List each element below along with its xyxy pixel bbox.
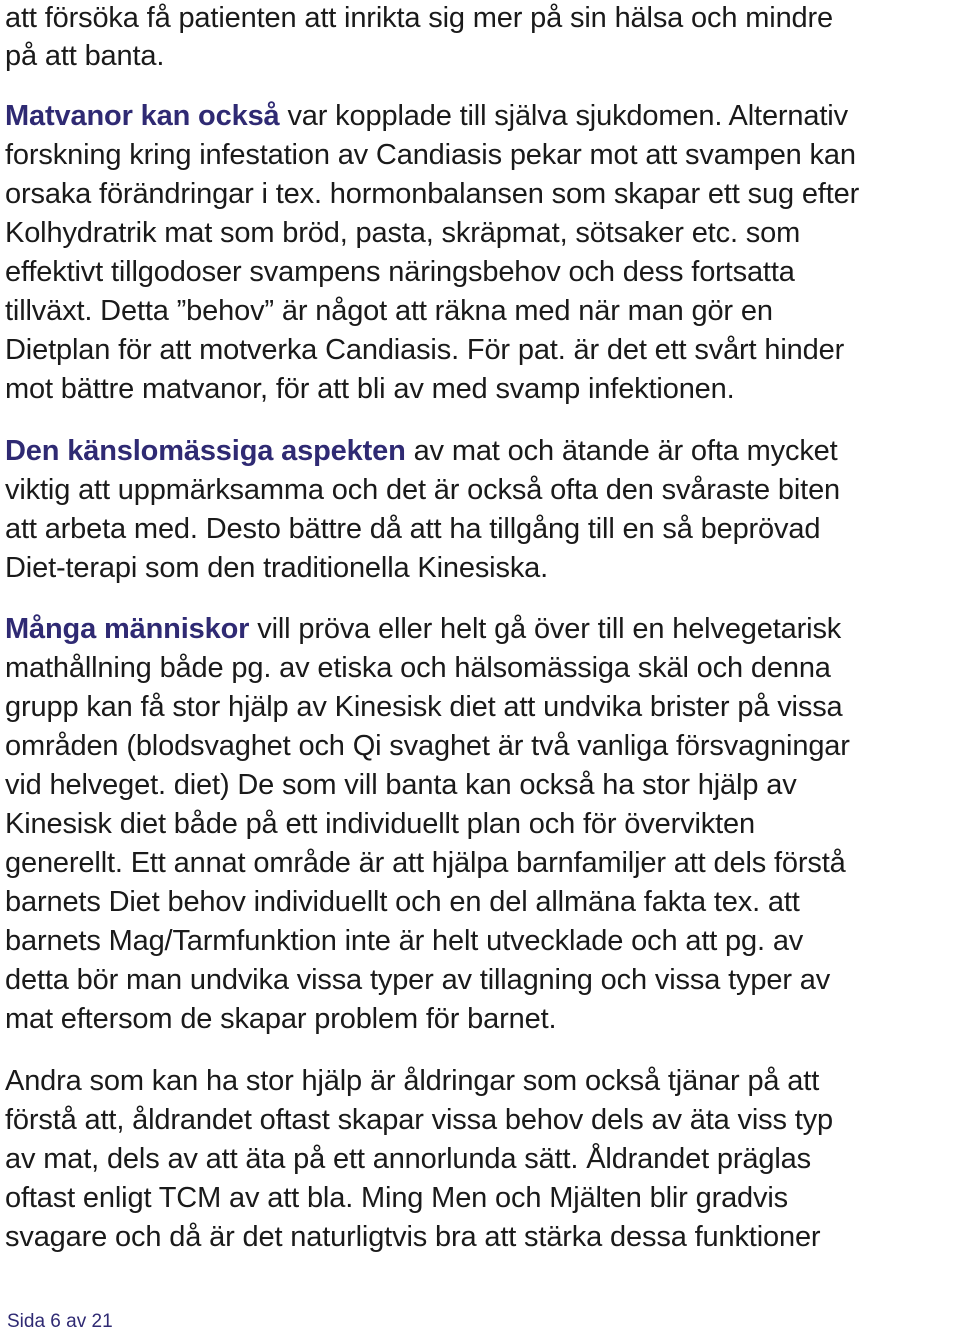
text-line: effektivt tillgodoser svampens näringsbehov och dess fortsatta bbox=[5, 256, 795, 288]
text-line: viktig att uppmärksamma och det är också ofta den svåraste biten bbox=[5, 474, 841, 506]
text-span: vill pröva eller helt gå över till en helvegetarisk bbox=[249, 613, 842, 645]
paragraph-lead-manga-manniskor: Många människor bbox=[5, 613, 250, 645]
text-span: var kopplade till själva sjukdomen. Alternativ bbox=[279, 100, 848, 132]
text-line: generellt. Ett annat område är att hjälpa barnfamiljer att dels förstå bbox=[5, 847, 846, 879]
text-line: Dietplan för att motverka Candiasis. För pat. är det ett svårt hinder bbox=[5, 334, 845, 366]
text-line bbox=[5, 98, 848, 134]
text-line: tillväxt. Detta ”behov” är något att räkna med när man gör en bbox=[5, 295, 773, 327]
paragraph-lead-matvanor: Matvanor kan också bbox=[5, 100, 280, 132]
text-line: mathållning både pg. av etiska och hälsomässiga skäl och denna bbox=[5, 652, 831, 684]
text-line: på att banta. bbox=[5, 40, 165, 72]
text-line: Andra som kan ha stor hjälp är åldringar som också tjänar på att bbox=[5, 1065, 820, 1097]
paragraph-lead-kanslomassiga: Den känslomässiga aspekten bbox=[5, 435, 406, 467]
page-number: Sida 6 av 21 bbox=[7, 1311, 113, 1332]
text-line: orsaka förändringar i tex. hormonbalansen som skapar ett sug efter bbox=[5, 178, 860, 210]
text-line: svagare och då är det naturligtvis bra att stärka dessa funktioner bbox=[5, 1221, 821, 1253]
text-line: Kinesisk diet både på ett individuellt plan och för övervikten bbox=[5, 808, 755, 840]
text-line: förstå att, åldrandet oftast skapar vissa behov dels av äta viss typ bbox=[5, 1104, 834, 1136]
text-line: av mat, dels av att äta på ett annorlunda sätt. Åldrandet präglas bbox=[5, 1143, 811, 1175]
text-line: oftast enligt TCM av att bla. Ming Men och Mjälten blir gradvis bbox=[5, 1182, 789, 1214]
text-line: Diet-terapi som den traditionella Kinesiska. bbox=[5, 552, 549, 584]
text-line: forskning kring infestation av Candiasis pekar mot att svampen kan bbox=[5, 139, 856, 171]
text-line bbox=[5, 433, 838, 469]
text-line: Kolhydratrik mat som bröd, pasta, skräpmat, sötsaker etc. som bbox=[5, 217, 801, 249]
text-line: grupp kan få stor hjälp av Kinesisk diet att undvika brister på vissa bbox=[5, 691, 843, 723]
text-line: barnets Diet behov individuellt och en del allmäna fakta tex. att bbox=[5, 886, 800, 918]
text-span: av mat och ätande är ofta mycket bbox=[405, 435, 838, 467]
text-line: barnets Mag/Tarmfunktion inte är helt utvecklade och att pg. av bbox=[5, 925, 804, 957]
text-line: att arbeta med. Desto bättre då att ha tillgång till en så beprövad bbox=[5, 513, 821, 545]
text-line: vid helveget. diet) De som vill banta kan också ha stor hjälp av bbox=[5, 769, 797, 801]
text-line: detta bör man undvika vissa typer av tillagning och vissa typer av bbox=[5, 964, 831, 996]
text-line bbox=[5, 611, 841, 647]
text-line: att försöka få patienten att inrikta sig mer på sin hälsa och mindre bbox=[5, 2, 834, 34]
text-line: mot bättre matvanor, för att bli av med svamp infektionen. bbox=[5, 373, 735, 405]
text-line: områden (blodsvaghet och Qi svaghet är två vanliga försvagningar bbox=[5, 730, 850, 762]
text-line: mat eftersom de skapar problem för barnet. bbox=[5, 1003, 557, 1035]
